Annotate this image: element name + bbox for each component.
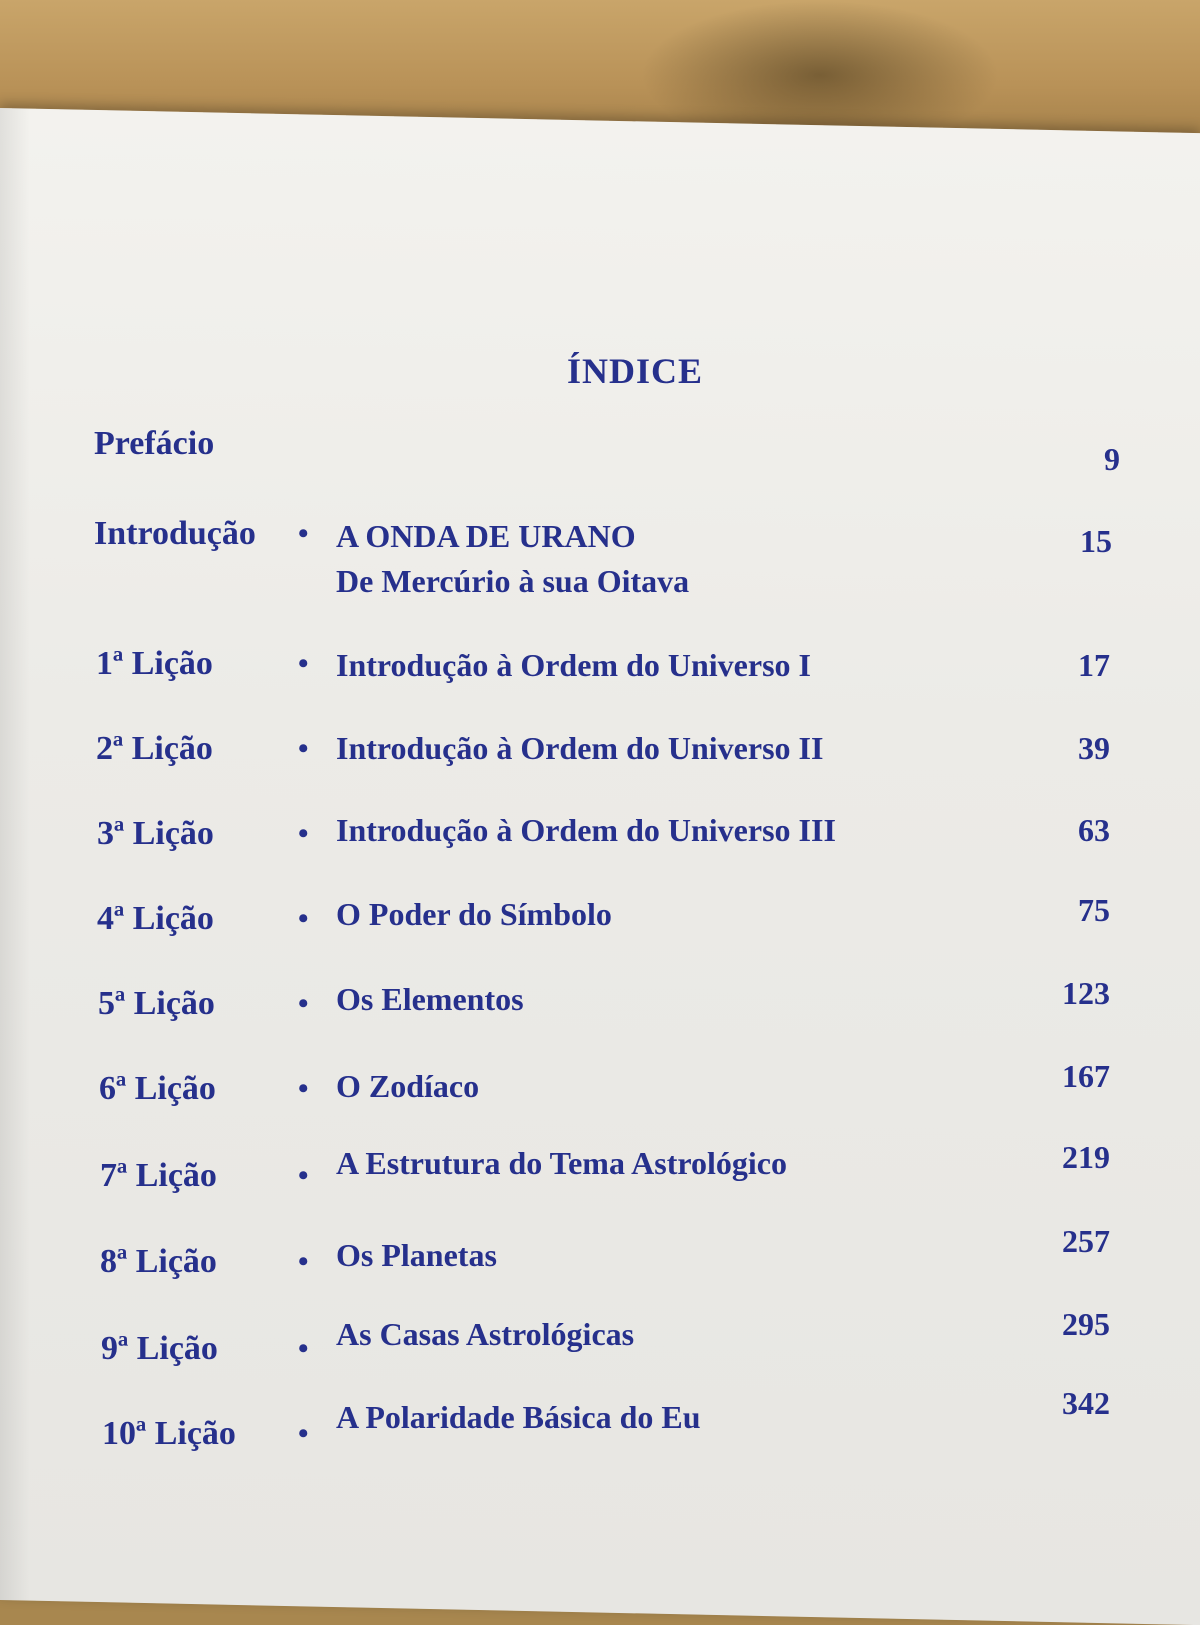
toc-entry-page: 63 — [1078, 812, 1110, 848]
toc-entry-page: 123 — [1062, 975, 1110, 1011]
toc-entry-bullet: • — [298, 1072, 309, 1105]
toc-entry-bullet: • — [298, 1159, 309, 1192]
toc-entry-subtitle: De Mercúrio à sua Oitava — [336, 563, 690, 599]
toc-entry-bullet: • — [298, 817, 309, 850]
toc-entry-label: 4ª Lição — [97, 900, 214, 937]
toc-entry-licao-1 — [0, 645, 1200, 705]
toc-entry-chapter: Introdução à Ordem do Universo II — [336, 730, 824, 766]
toc-entry-page: 167 — [1062, 1058, 1110, 1094]
toc-entry-label: Prefácio — [94, 425, 215, 462]
toc-entry-page: 342 — [1062, 1385, 1110, 1421]
toc-entry-label: 3ª Lição — [97, 815, 214, 852]
toc-entry-bullet: • — [298, 647, 309, 680]
toc-entry-label: Introdução — [94, 515, 256, 552]
toc-entry-chapter: Introdução à Ordem do Universo III — [336, 812, 836, 848]
toc-entry-bullet: • — [298, 1332, 309, 1365]
toc-entry-bullet: • — [298, 732, 309, 765]
toc-entry-licao-3 — [0, 812, 1200, 875]
toc-entry-chapter: A Polaridade Básica do Eu — [336, 1399, 701, 1435]
toc-entry-bullet: • — [298, 1245, 309, 1278]
toc-entry-page: 15 — [1080, 523, 1112, 559]
toc-entry-label: 6ª Lição — [99, 1070, 216, 1107]
toc-entry-page: 9 — [1104, 441, 1120, 477]
toc-entry-licao-8 — [0, 1223, 1200, 1303]
toc-entry-label: 8ª Lição — [100, 1243, 217, 1280]
toc-entry-page: 295 — [1062, 1306, 1110, 1342]
toc-entry-label: 9ª Lição — [101, 1330, 218, 1367]
toc-entry-licao-9 — [0, 1306, 1200, 1390]
toc-entry-label: 1ª Lição — [96, 645, 213, 682]
toc-entry-introducao — [0, 515, 1200, 605]
toc-entry-chapter: O Zodíaco — [336, 1068, 480, 1104]
toc-entry-chapter: O Poder do Símbolo — [336, 896, 612, 932]
toc-entry-page: 39 — [1078, 730, 1110, 766]
toc-entry-licao-4 — [0, 892, 1200, 960]
toc-entry-bullet: • — [298, 987, 309, 1020]
toc-entry-label: 2ª Lição — [96, 730, 213, 767]
toc-entry-licao-10 — [0, 1385, 1200, 1475]
toc-entry-bullet: • — [298, 902, 309, 935]
toc-entry-bullet: • — [298, 1417, 309, 1450]
toc-entry-chapter: A ONDA DE URANO — [336, 518, 636, 554]
toc-entry-label: 7ª Lição — [100, 1157, 217, 1194]
toc-entry-label: 10ª Lição — [102, 1415, 236, 1452]
toc-entry-page: 219 — [1062, 1139, 1110, 1175]
toc-entry-page: 17 — [1078, 647, 1110, 683]
toc-entry-licao-6 — [0, 1058, 1200, 1130]
toc-entry-chapter: Introdução à Ordem do Universo I — [336, 647, 811, 683]
toc-title: ÍNDICE — [566, 351, 704, 391]
toc-entry-label: 5ª Lição — [98, 985, 215, 1022]
toc-entry-licao-5 — [0, 975, 1200, 1045]
toc-entry-page: 257 — [1062, 1223, 1110, 1259]
toc-entry-licao-7 — [0, 1139, 1200, 1217]
toc-entry-chapter: A Estrutura do Tema Astrológico — [336, 1145, 787, 1181]
toc-entry-prefacio — [0, 425, 1200, 485]
toc-entry-chapter: As Casas Astrológicas — [336, 1316, 635, 1352]
toc-entry-chapter: Os Elementos — [336, 981, 524, 1017]
toc-entry-licao-2 — [0, 730, 1200, 790]
toc-entry-page: 75 — [1078, 892, 1110, 928]
toc-entry-bullet: • — [298, 517, 309, 550]
toc-entry-chapter: Os Planetas — [336, 1237, 497, 1273]
